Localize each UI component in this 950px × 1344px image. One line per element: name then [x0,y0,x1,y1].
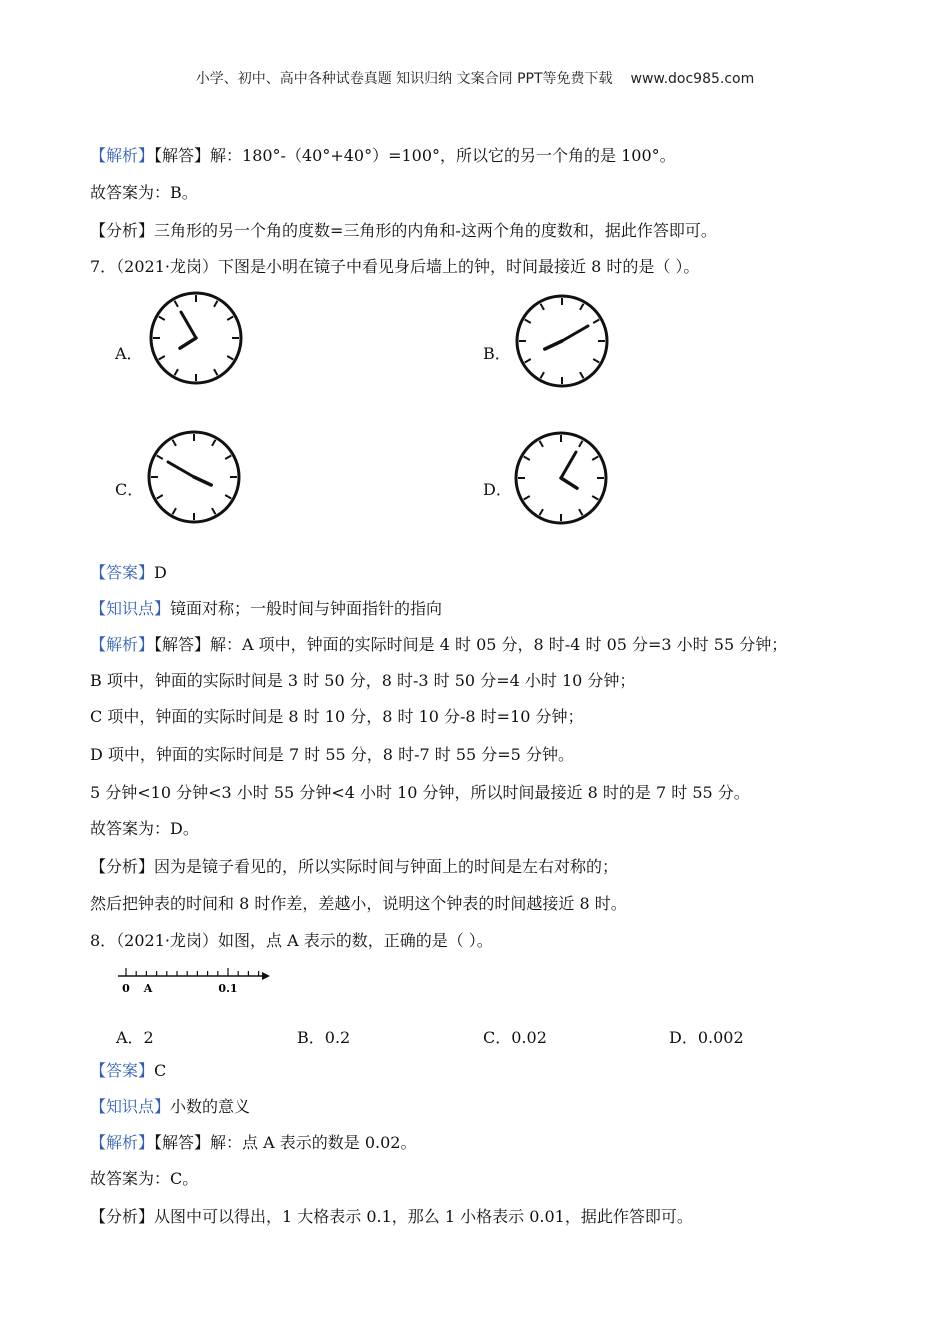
number-line-ticks [126,968,259,976]
clock-tick [579,509,583,515]
answer-value: C [154,1061,167,1080]
minute-hand [168,462,194,477]
q7-option-b-label: B． [483,344,511,363]
kp-text: 镜面对称；一般时间与钟面指针的指向 [170,599,443,618]
clock-d [511,430,611,526]
clock-tick [524,496,530,500]
q7-answer [90,562,167,584]
clock-tick [159,317,165,321]
clock-tick [540,509,544,515]
clock-tick [175,301,179,307]
page-header [0,68,950,88]
answer-tag: 【答案】 [90,563,155,582]
clock-tick [525,359,531,363]
q8-stem: 8．（2021·龙岗）如图，点 A 表示的数，正确的是（ ）。 [90,931,493,950]
q7-jiexi-5: 故答案为：D。 [90,819,199,838]
kp-tag: 【知识点】 [90,599,171,618]
q8-fenxi: 【分析】从图中可以得出，1 大格表示 0.1，那么 1 小格表示 0.01，据此作答即可。 [90,1207,693,1226]
clock-tick [227,317,233,321]
q7-knowledge-point [90,598,442,620]
clock-tick [593,359,599,363]
clock-tick [225,495,231,499]
q7-jiexi-2: C 项中，钟面的实际时间是 8 时 10 分，8 时 10 分-8 时=10 分钟； [90,707,584,726]
hour-hand [194,477,211,485]
clock-tick [525,320,531,324]
q7-fenxi-1: 然后把钟表的时间和 8 时作差，差越小，说明这个钟表的时间越接近 8 时。 [90,894,627,913]
clock-tick [524,457,530,461]
prev-jiexi [90,145,676,167]
q8-option-d: D．0.002 [669,1028,744,1047]
hour-hand [561,478,577,488]
clock-tick [175,369,179,375]
clock-a [146,290,246,386]
jiexi-text: 【解答】解：180°-（40°+40°）=100°，所以它的另一个角的是 100°。 [154,146,676,165]
prev-fenxi: 【分析】三角形的另一个角的度数=三角形的内角和-这两个角的度数和，据此作答即可。 [90,221,717,240]
q7-jiexi-3: D 项中，钟面的实际时间是 7 时 55 分，8 时-7 时 55 分=5 分钟。 [90,745,574,764]
clock-d-face [516,433,606,523]
number-line [112,960,282,996]
number-line-arrow [262,972,270,980]
clock-tick [214,301,218,307]
clock-tick [227,356,233,360]
jiexi-text: 【解答】解：A 项中，钟面的实际时间是 4 时 05 分，8 时-4 时 05 分=3 小时 55 分钟； [154,635,788,654]
clock-tick [212,508,216,514]
clock-tick [173,508,177,514]
clock-a-face [151,293,241,383]
answer-tag: 【答案】 [90,1061,155,1080]
clock-tick [159,356,165,360]
q7-option-c-label: C． [115,480,144,499]
jiexi-tag: 【解析】 [90,146,155,165]
clock-tick [592,496,598,500]
q8-jiexi [90,1132,416,1154]
kp-tag: 【知识点】 [90,1097,171,1116]
kp-text: 小数的意义 [170,1097,251,1116]
number-line-zero: 0 [122,982,130,995]
q8-option-a: A．2 [116,1028,154,1047]
header-site: www.doc985.com [630,71,755,87]
minute-hand [562,326,588,341]
q7-jiexi-0 [90,634,787,656]
clock-tick [173,440,177,446]
clock-tick [212,440,216,446]
minute-hand [181,312,196,338]
jiexi-tag: 【解析】 [90,635,155,654]
clock-tick [580,304,584,310]
q7-option-a-label: A． [115,344,143,363]
q8-option-c: C．0.02 [483,1028,547,1047]
jiexi-text: 【解答】解：点 A 表示的数是 0.02。 [154,1133,417,1152]
clock-b [512,293,612,389]
clock-tick [541,372,545,378]
prev-answer-line: 故答案为：B。 [90,183,198,202]
q7-fenxi-0: 【分析】因为是镜子看见的，所以实际时间与钟面上的时间是左右对称的； [90,857,619,876]
number-line-mark: 0.1 [218,982,238,995]
q7-stem: 7．（2021·龙岗）下图是小明在镜子中看见身后墙上的钟，时间最接近 8 时的是（ ）。 [90,257,700,276]
answer-value: D [154,563,167,582]
clock-tick [593,320,599,324]
number-line-point-a: A [143,982,153,995]
q8-answer-line: 故答案为：C。 [90,1169,199,1188]
clock-tick [157,495,163,499]
clock-tick [592,457,598,461]
clock-c [144,429,244,525]
q8-answer [90,1060,166,1082]
q8-option-b: B．0.2 [297,1028,351,1047]
clock-tick [157,456,163,460]
clock-tick [540,441,544,447]
q7-jiexi-1: B 项中，钟面的实际时间是 3 时 50 分，8 时-3 时 50 分=4 小时 10 分钟； [90,671,636,690]
q8-knowledge-point [90,1096,250,1118]
header-text: 小学、初中、高中各种试卷真题 知识归纳 文案合同 PPT等免费下载 [195,71,613,87]
clock-tick [225,456,231,460]
q7-jiexi-4: 5 分钟<10 分钟<3 小时 55 分钟<4 小时 10 分钟，所以时间最接近 8 时的是 7 时 55 分。 [90,783,750,802]
hour-hand [545,341,562,349]
clock-c-face [149,432,239,522]
minute-hand [561,452,576,478]
clock-tick [214,369,218,375]
hour-hand [180,338,196,348]
clock-b-face [517,296,607,386]
jiexi-tag: 【解析】 [90,1133,155,1152]
q7-option-d-label: D． [483,480,512,499]
clock-tick [541,304,545,310]
clock-tick [579,441,583,447]
clock-tick [580,372,584,378]
